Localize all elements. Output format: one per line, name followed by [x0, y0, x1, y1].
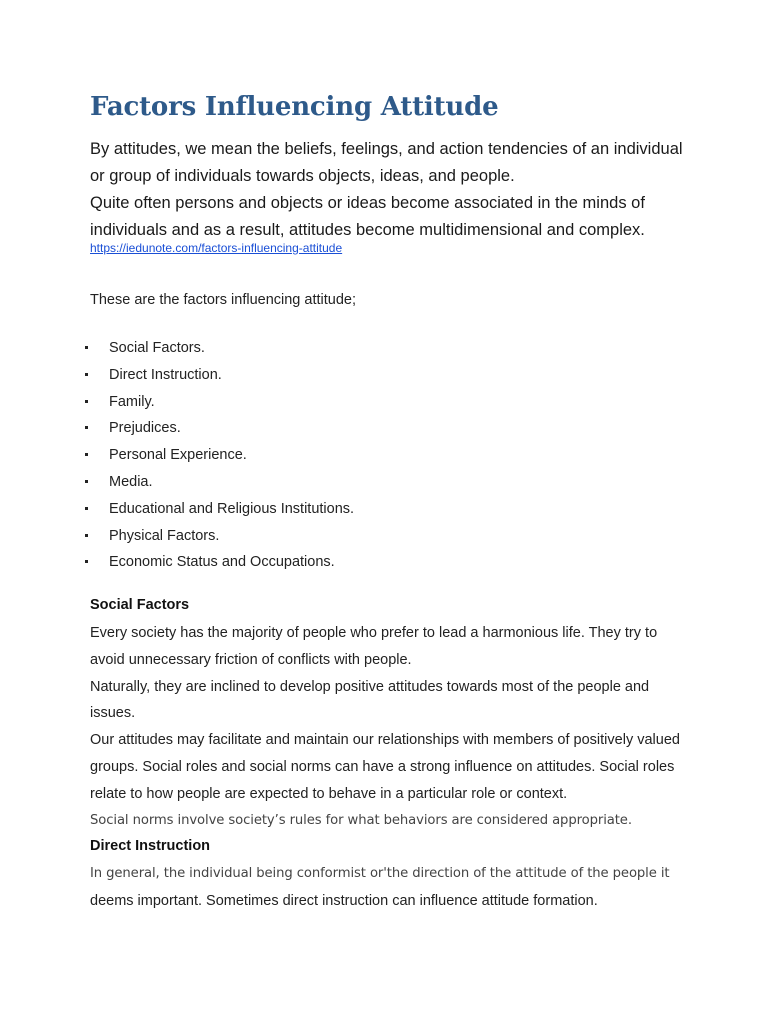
- factors-lead-text: These are the factors influencing attitude;: [90, 292, 356, 308]
- list-item: [85, 392, 354, 419]
- list-item: [85, 418, 354, 445]
- square-bullet-icon: [85, 480, 88, 483]
- square-bullet-icon: [85, 507, 88, 510]
- document-title: Factors Influencing Attitude: [90, 92, 499, 122]
- list-item-label: Economic Status and Occupations.: [109, 554, 335, 571]
- square-bullet-icon: [85, 373, 88, 376]
- square-bullet-icon: [85, 534, 88, 537]
- list-item-label: Personal Experience.: [109, 447, 247, 464]
- section-body-social-factors: [90, 620, 690, 834]
- intro-text: [90, 136, 690, 244]
- list-item-label: Social Factors.: [109, 340, 205, 356]
- section-heading-direct-instruction: Direct Instruction: [90, 838, 211, 854]
- list-item: [85, 526, 354, 553]
- list-item-label: Media.: [109, 473, 153, 490]
- square-bullet-icon: [85, 400, 88, 403]
- list-item: [85, 338, 354, 365]
- square-bullet-icon: [85, 453, 88, 456]
- list-item-label: Educational and Religious Institutions.: [109, 500, 355, 517]
- square-bullet-icon: [85, 346, 88, 349]
- intro-paragraph: By attitudes, we mean the beliefs, feelings, and action tendencies of an individual or group of individuals towards objects, ideas, and people.: [90, 140, 683, 185]
- list-item: [85, 552, 354, 579]
- list-item-label: Prejudices.: [109, 420, 181, 437]
- list-item: [85, 365, 354, 392]
- square-bullet-icon: [85, 426, 88, 429]
- list-item-label: Direct Instruction.: [109, 366, 222, 383]
- list-item: [85, 445, 354, 472]
- section-paragraph: Every society has the majority of people who prefer to lead a harmonious life. They try to avoid unnecessary friction of conflicts with people.: [90, 625, 658, 668]
- intro-paragraph: Quite often persons and objects or ideas become associated in the minds of individuals and as a result, attitudes become multidimensional and complex.: [90, 194, 645, 239]
- section-heading-social-factors: Social Factors: [90, 597, 190, 613]
- section-body-direct-instruction: [90, 861, 690, 915]
- section-paragraph: Naturally, they are inclined to develop positive attitudes towards most of the people and issues.: [90, 678, 650, 722]
- list-item: [85, 472, 354, 499]
- section-paragraph: Social norms involve society’s rules for what behaviors are considered appropriate.: [90, 812, 632, 828]
- list-item-label: Family.: [109, 393, 155, 410]
- list-item: [85, 499, 354, 526]
- section-paragraph: In general, the individual being conformist or'the direction of the attitude of the people it: [90, 866, 670, 881]
- factors-list: [85, 338, 354, 579]
- source-link[interactable]: https://iedunote.com/factors-influencing-attitude: [90, 241, 343, 255]
- section-paragraph: deems important. Sometimes direct instruction can influence attitude formation.: [90, 892, 598, 909]
- section-paragraph: Our attitudes may facilitate and maintain our relationships with members of positively valued groups. Social roles and social norms can have a strong influence on attitudes. Social roles relate to how people are expected to behave in a particular role or context.: [90, 732, 680, 802]
- list-item-label: Physical Factors.: [109, 527, 220, 544]
- square-bullet-icon: [85, 560, 88, 563]
